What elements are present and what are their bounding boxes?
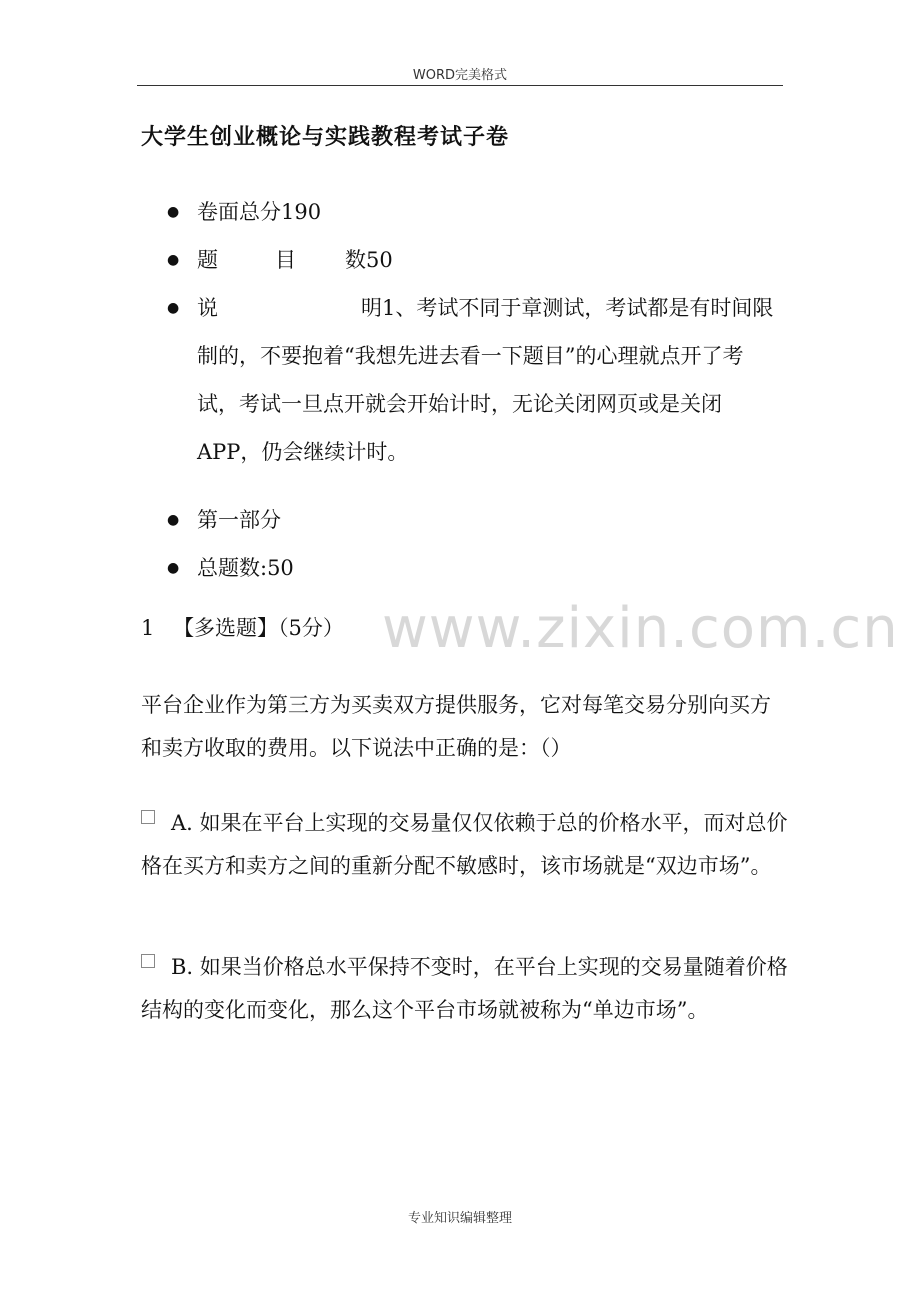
question-count-part: 题 bbox=[197, 248, 218, 272]
bullet-icon: ● bbox=[167, 252, 180, 268]
question-text: 平台企业作为第三方为买卖双方提供服务，它对每笔交易分别向买方和卖方收取的费用。以下说法中正确的是：（） bbox=[141, 693, 771, 760]
header-rule bbox=[137, 85, 783, 86]
option-text: 如果在平台上实现的交易量仅仅依赖于总的价格水平，而对总价格在买方和卖方之间的重新分配不敏感时，该市场就是“双边市场”。 bbox=[141, 811, 788, 878]
option-label: A. bbox=[171, 811, 193, 835]
part-label: 第一部分 bbox=[197, 508, 281, 532]
watermark: www.zixin.com.cn bbox=[382, 596, 899, 661]
total-questions: 总题数:50 bbox=[197, 556, 294, 580]
list-item bbox=[165, 188, 785, 236]
exam-info-list bbox=[165, 188, 785, 592]
bullet-icon: ● bbox=[167, 300, 180, 316]
question-count bbox=[197, 248, 393, 272]
bullet-icon: ● bbox=[167, 204, 180, 220]
question-score: （5分） bbox=[278, 616, 344, 640]
option-b[interactable] bbox=[141, 946, 791, 1032]
option-text: 如果当价格总水平保持不变时，在平台上实现的交易量随着价格结构的变化而变化，那么这个平台市场就被称为“单边市场”。 bbox=[141, 955, 788, 1022]
footer-text: 专业知识编辑整理 bbox=[407, 1211, 512, 1226]
question-number: 1 bbox=[141, 616, 155, 640]
list-item bbox=[165, 496, 785, 544]
question-type: 【多选题】 bbox=[173, 616, 279, 640]
question-count-part: 目 bbox=[275, 248, 296, 272]
checkbox-icon[interactable] bbox=[141, 954, 155, 968]
checkbox-icon[interactable] bbox=[141, 810, 155, 824]
option-a[interactable] bbox=[141, 802, 791, 888]
header-text: WORD完美格式 bbox=[412, 68, 508, 83]
bullet-icon: ● bbox=[167, 560, 180, 576]
list-item bbox=[165, 544, 785, 592]
list-item bbox=[165, 236, 785, 284]
list-item bbox=[165, 284, 785, 476]
total-score: 卷面总分190 bbox=[197, 200, 322, 224]
exam-title: 大学生创业概论与实践教程考试子卷 bbox=[141, 124, 510, 150]
note-text: 明1、考试不同于章测试，考试都是有时间限制的，不要抱着“我想先进去看一下题目”的心理就点开了考试，考试一旦点开就会开始计时，无论关闭网页或是关闭APP，仍会继续计时。 bbox=[197, 296, 774, 464]
bullet-icon: ● bbox=[167, 512, 180, 528]
option-label: B. bbox=[171, 955, 194, 979]
note-label: 说 bbox=[197, 296, 218, 320]
question-count-part: 数50 bbox=[345, 248, 393, 272]
question-header bbox=[141, 612, 344, 642]
